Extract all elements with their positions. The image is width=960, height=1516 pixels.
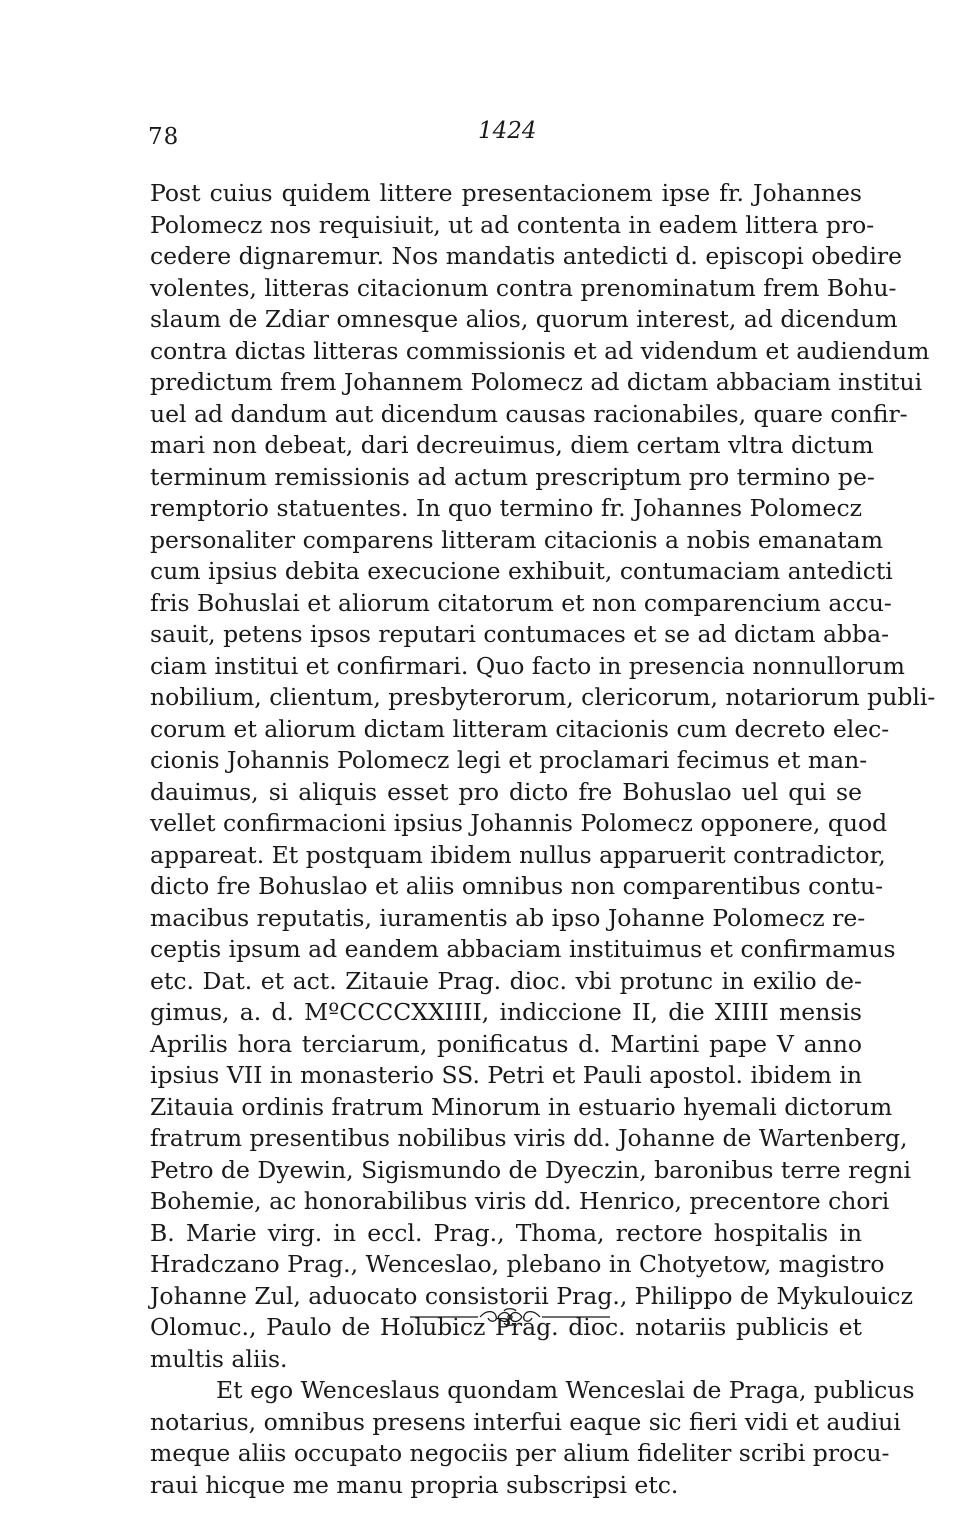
text-line: uel ad dandum aut dicendum causas racionabiles, quare confir- [150,399,908,428]
body-text [150,178,936,1501]
running-head-year: 1424 [478,118,537,144]
text-line: mari non debeat, dari decreuimus, diem certam vltra dictum [150,431,874,459]
paragraph-end-line: multis aliis. [150,1344,288,1373]
text-line: ciam institui et confirmari. Quo facto in presencia nonnullorum [150,651,905,680]
text-line: vellet confirmacioni ipsius Johannis Polomecz opponere, quod [150,809,888,837]
text-line: Polomecz nos requisiuit, ut ad contenta in eadem littera pro- [150,210,875,239]
fleuron-divider-icon [410,1306,610,1328]
paragraph-end-line: raui hicque me manu propria subscripsi etc. [150,1470,679,1499]
text-line: B. Marie virg. in eccl. Prag., Thoma, rectore hospitalis in [150,1218,862,1247]
text-line: Hradczano Prag., Wenceslao, plebano in Chotyetow, magistro [150,1250,885,1278]
text-line: Olomuc., Paulo de Holubicz Prag. dioc. notariis publicis et [150,1313,862,1341]
text-line: etc. Dat. et act. Zitauie Prag. dioc. vbi protunc in exilio de- [150,966,862,995]
text-line: terminum remissionis ad actum prescriptum pro termino pe- [150,462,875,491]
text-line: cedere dignaremur. Nos mandatis antedicti d. episcopi obedire [150,242,903,270]
text-line-indented: Et ego Wenceslaus quondam Wenceslai de Praga, publicus [216,1376,915,1404]
text-line: slaum de Zdiar omnesque alios, quorum interest, ad dicendum [150,305,898,333]
text-line: ipsius VII in monasterio SS. Petri et Pauli apostol. ibidem in [150,1061,862,1089]
page-number: 78 [148,124,180,150]
text-line: nobilium, clientum, presbyterorum, clericorum, notariorum publi- [150,683,936,711]
text-line: Aprilis hora terciarum, ponificatus d. Martini pape V anno [150,1029,862,1058]
text-line: predictum frem Johannem Polomecz ad dictam abbaciam institui [150,368,923,396]
text-line: contra dictas litteras commissionis et ad videndum et audiendum [150,336,930,365]
text-line: corum et aliorum dictam litteram citacionis cum decreto elec- [150,714,890,743]
text-line: ceptis ipsum ad eandem abbaciam instituimus et confirmamus [150,935,896,963]
text-line: Post cuius quidem littere presentacionem ipse fr. Johannes [150,179,862,207]
text-line: sauit, petens ipsos reputari contumaces et se ad dictam abba- [150,620,890,648]
text-line: dauimus, si aliquis esset pro dicto fre Bohuslao uel qui se [150,777,862,806]
text-line: Bohemie, ac honorabilibus viris dd. Henrico, precentore chori [150,1187,890,1215]
text-line: macibus reputatis, iuramentis ab ipso Johanne Polomecz re- [150,903,866,932]
text-line: volentes, litteras citacionum contra prenominatum frem Bohu- [150,273,897,302]
text-line: Johanne Zul, aduocato consistorii Prag., Philippo de Mykulouicz [150,1281,913,1310]
text-line: dicto fre Bohuslao et aliis omnibus non comparentibus contu- [150,872,884,900]
text-line: meque aliis occupato negociis per alium fideliter scribi procu- [150,1439,890,1467]
text-line: personaliter comparens litteram citacionis a nobis emanatam [150,525,883,554]
text-line: cum ipsius debita execucione exhibuit, contumaciam antedicti [150,557,893,585]
text-line: fratrum presentibus nobilibus viris dd. Johanne de Wartenberg, [150,1124,908,1152]
text-line: Zitauia ordinis fratrum Minorum in estuario hyemali dictorum [150,1092,893,1121]
text-line: notarius, omnibus presens interfui eaque sic fieri vidi et audiui [150,1407,901,1436]
text-line: cionis Johannis Polomecz legi et proclamari fecimus et man- [150,746,868,774]
text-line: appareat. Et postquam ibidem nullus apparuerit contradictor, [150,840,886,869]
text-line: remptorio statuentes. In quo termino fr. Johannes Polomecz [150,494,862,522]
text-line: gimus, a. d. MºCCCCXXIIII, indiccione II, die XIIII mensis [150,998,862,1026]
text-line: Petro de Dyewin, Sigismundo de Dyeczin, baronibus terre regni [150,1155,911,1184]
text-line: fris Bohuslai et aliorum citatorum et non comparencium accu- [150,588,892,617]
